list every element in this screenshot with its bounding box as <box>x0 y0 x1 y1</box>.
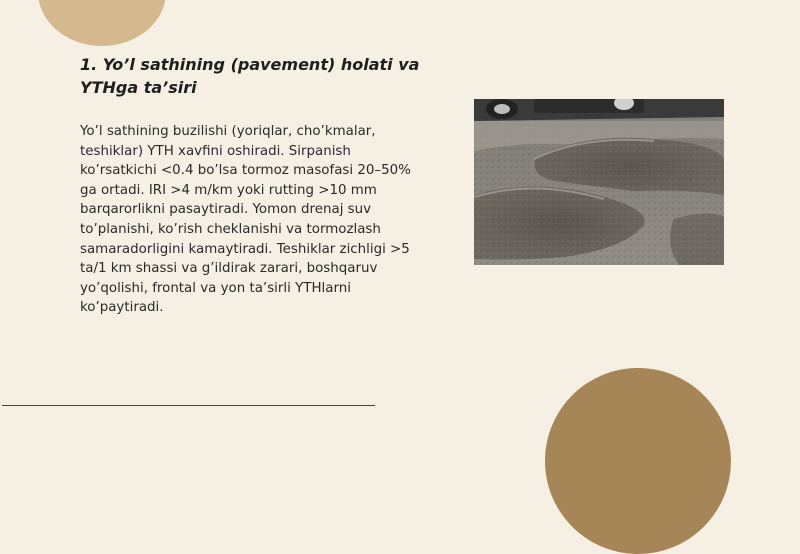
decorative-circle-top <box>38 0 166 46</box>
decorative-circle-bottom <box>545 368 731 554</box>
slide-title: 1. Yo’l sathining (pavement) holati va YTHga ta’siri <box>80 55 420 97</box>
pothole-photo <box>474 99 724 265</box>
slide-body-text: Yo’l sathining buzilishi (yoriqlar, cho’kmalar, teshiklar) YTH xavfini oshiradi. Sirpanish ko’rsatkichi <0.4 bo’lsa tormoz masofasi 20–50% ga ortadi. IRI >4 m/km yoki rutting >10 mm barqarorlikni pasaytiradi. Yomon drenaj suv to’planishi, ko’rish cheklanishi va tormozlash samaradorligini kamaytiradi. Teshiklar zichligi >5 ta/1 km shassi va g’ildirak zarari, boshqaruv yo’qolishi, frontal va yon ta’sirli YTHlarni ko’paytiradi. <box>80 124 411 316</box>
divider-line <box>2 405 375 406</box>
